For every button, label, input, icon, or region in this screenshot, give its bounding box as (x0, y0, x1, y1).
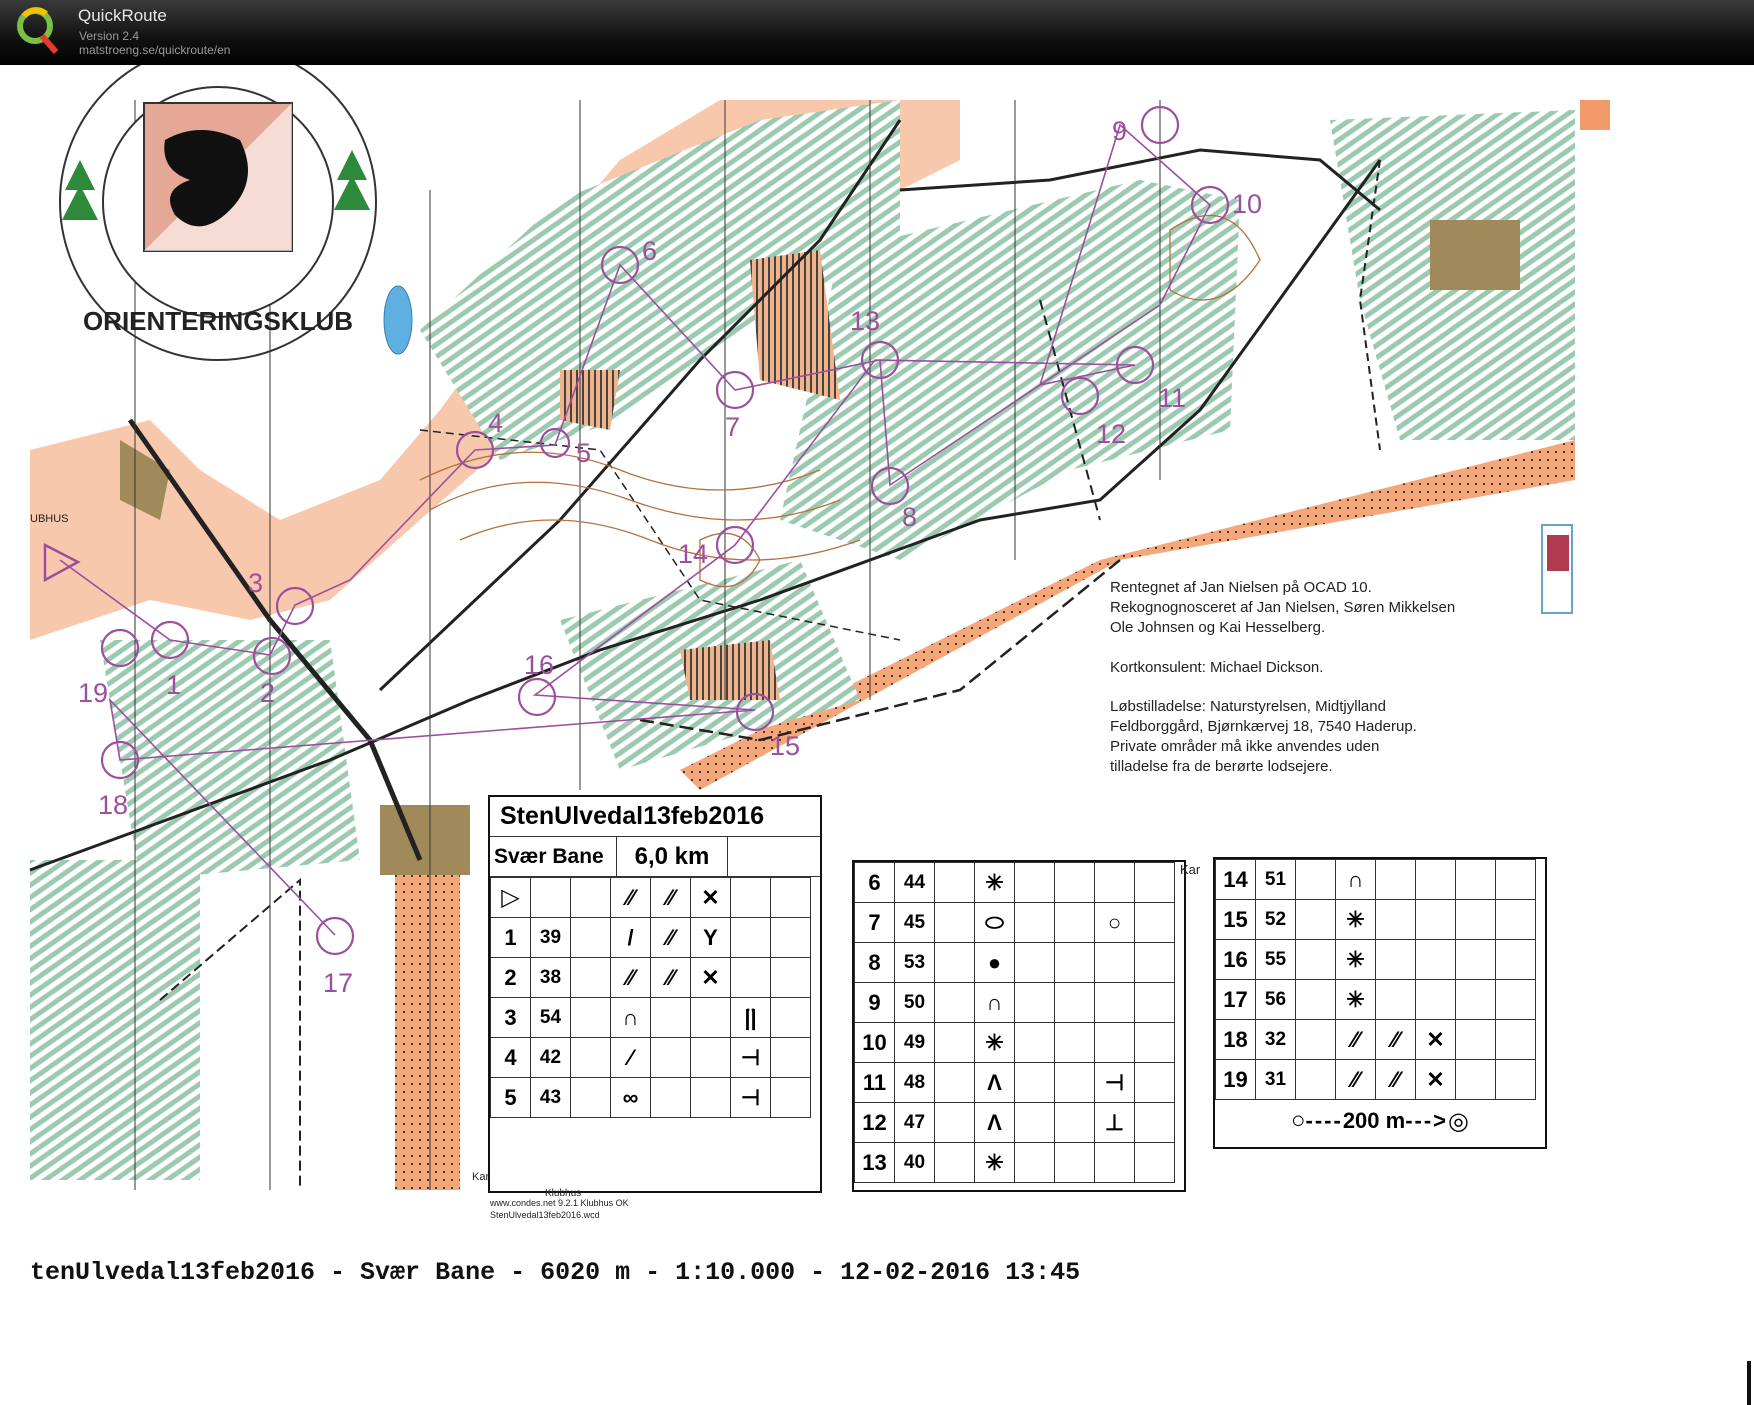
description-row: 9 50 ∩ (855, 983, 1175, 1023)
control-description-left (488, 795, 822, 1193)
control-number: 7 (725, 412, 741, 442)
description-row: 4 42 ⁄ ⊣ (491, 1038, 811, 1078)
credits-line: Feldborggård, Bjørnkærvej 18, 7540 Haderup. (1110, 718, 1417, 735)
description-row: 19 31 ⁄⁄ ⁄⁄ ✕ (1216, 1060, 1536, 1100)
app-name: QuickRoute (78, 6, 167, 25)
description-row: 1 39 / ⁄⁄ Y (491, 918, 811, 958)
finish-distance: 200 m (1342, 1108, 1406, 1133)
control-description-middle (852, 860, 1186, 1192)
control-number: 9 (1112, 116, 1128, 146)
control-number: 2 (260, 678, 276, 708)
credits-line: tilladelse fra de berørte lodsejere. (1110, 758, 1333, 775)
control-seq: 2 (491, 958, 531, 998)
control-number: 5 (576, 438, 592, 468)
course-name: Svær Bane (490, 837, 617, 876)
open-land-topright (1580, 100, 1610, 130)
control-number: 4 (488, 408, 504, 438)
quickroute-logo-icon (16, 6, 60, 56)
control-number: 8 (902, 502, 918, 532)
control-number: 12 (1096, 419, 1127, 449)
control-number: 1 (166, 670, 182, 700)
credits-line: Private områder må ikke anvendes uden (1110, 738, 1380, 755)
description-row: 8 53 ● (855, 943, 1175, 983)
finish-row: ○ ---- 200 m ---> ◎ (1291, 1107, 1469, 1135)
credits-line: Kortkonsulent: Michael Dickson. (1110, 659, 1324, 676)
control-number: 6 (642, 236, 658, 266)
control-number: 16 (524, 650, 555, 680)
credits-line: Rentegnet af Jan Nielsen på OCAD 10. (1110, 579, 1372, 596)
description-row: 13 40 ✳ (855, 1143, 1175, 1183)
control-seq: 4 (491, 1038, 531, 1078)
control-seq: 5 (491, 1078, 531, 1118)
partial-label: Kar (1180, 862, 1201, 877)
description-row: 17 56 ✳ (1216, 980, 1536, 1020)
description-row: 11 48 Λ ⊣ (855, 1063, 1175, 1103)
control-seq: 3 (491, 998, 531, 1038)
description-row: 16 55 ✳ (1216, 940, 1536, 980)
control-number: 11 (1158, 383, 1187, 413)
start-symbol-icon: ▷ (501, 884, 520, 911)
control-number: 14 (678, 539, 709, 569)
control-code: 38 (531, 958, 571, 998)
credits-line: Rekognognosceret af Jan Nielsen, Søren Mikkelsen (1110, 599, 1456, 616)
control-number: 19 (78, 678, 109, 708)
clubhouse-label: Klubhus (545, 1188, 582, 1199)
control-code: 43 (531, 1078, 571, 1118)
finish-icon: ◎ (1448, 1107, 1469, 1135)
app-version: Version 2.4 (79, 29, 140, 43)
description-row: 14 51 ∩ (1216, 860, 1536, 900)
credits-line: Løbstilladelse: Naturstyrelsen, Midtjylland (1110, 698, 1386, 715)
building-area-2 (380, 805, 470, 875)
app-url[interactable]: matstroeng.se/quickroute/en (79, 43, 231, 57)
control-number: 18 (98, 790, 129, 820)
control-number: 3 (248, 568, 264, 598)
description-row: 10 49 ✳ (855, 1023, 1175, 1063)
description-row: 15 52 ✳ (1216, 900, 1536, 940)
print-footer: tenUlvedal13feb2016 - Svær Bane - 6020 m - 1:10.000 - 12-02-2016 13:45 (30, 1258, 1081, 1287)
control-number: 15 (770, 731, 801, 761)
software-credit: www.condes.net 9.2.1 Klubhus OK (490, 1198, 629, 1208)
control-seq: 1 (491, 918, 531, 958)
partial-label: Kar (472, 1171, 490, 1183)
control-code: 39 (531, 918, 571, 958)
control-description-right (1213, 857, 1547, 1149)
page-edge (1747, 1361, 1751, 1405)
clubhouse-label: UBHUS (30, 513, 69, 525)
description-row: 7 45 ⬭ ○ (855, 903, 1175, 943)
control-code: 42 (531, 1038, 571, 1078)
description-row: 6 44 ✳ (855, 863, 1175, 903)
title-bar (0, 0, 1754, 65)
course-file: StenUlvedal13feb2016.wcd (490, 1210, 600, 1220)
control-number: 13 (850, 306, 881, 336)
description-row: 5 43 ∞ ⊣ (491, 1078, 811, 1118)
credits-line: Ole Johnsen og Kai Hesselberg. (1110, 619, 1326, 636)
open-land-bottom (395, 860, 460, 1190)
event-title: StenUlvedal13feb2016 (490, 797, 820, 837)
control-number: 10 (1232, 189, 1263, 219)
start-row: ▷ ⁄⁄ ⁄⁄ ✕ (491, 878, 811, 918)
building-area (1430, 220, 1520, 290)
control-number: 17 (323, 968, 354, 998)
course-length: 6,0 km (617, 837, 728, 876)
lake (384, 286, 412, 354)
description-row: 3 54 ∩ |̈| (491, 998, 811, 1038)
description-row: 2 38 ⁄⁄ ⁄⁄ ✕ (491, 958, 811, 998)
description-row: 18 32 ⁄⁄ ⁄⁄ ✕ (1216, 1020, 1536, 1060)
control-code: 54 (531, 998, 571, 1038)
finish-start-icon: ○ (1291, 1107, 1306, 1134)
forest-area-4 (30, 860, 200, 1180)
orienteering-map[interactable] (0, 65, 1754, 1342)
club-name: ORIENTERINGSKLUB (82, 306, 354, 336)
description-row: 12 47 Λ ⊥ (855, 1103, 1175, 1143)
